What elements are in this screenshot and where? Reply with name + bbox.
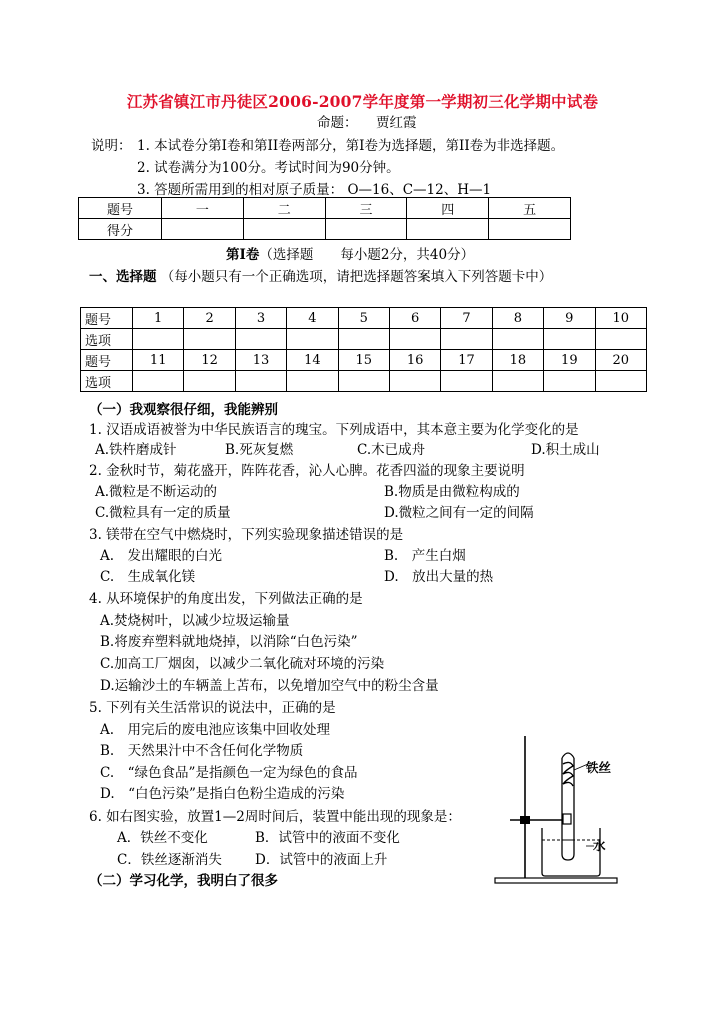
answer-table-number: 7 [441, 308, 492, 329]
answer-table-number: 8 [492, 308, 543, 329]
part1-title: 第I卷 [226, 247, 260, 263]
answer-cell[interactable] [389, 329, 440, 350]
answer-cell[interactable] [338, 371, 389, 392]
answer-cell[interactable] [235, 329, 286, 350]
score-table-cell: 一 [162, 198, 244, 219]
question-option[interactable]: A.焚烧树叶，以减少垃圾运输量 [100, 613, 290, 629]
answer-table-label: 选项 [81, 329, 133, 350]
question-option[interactable]: D.微粒之间有一定的间隔 [384, 505, 534, 521]
question-option[interactable]: A.铁杵磨成针 [95, 442, 177, 458]
question-option[interactable]: D.积土成山 [531, 442, 600, 458]
question-stem: 5. 下列有关生活常识的说法中，正确的是 [89, 700, 336, 716]
answer-table-number: 10 [595, 308, 646, 329]
question-option[interactable]: C.加高工厂烟囱，以减少二氧化硫对环境的污染 [100, 656, 385, 672]
answer-table-number: 17 [441, 350, 492, 371]
answer-table [80, 307, 647, 392]
question-option[interactable]: A. 发出耀眼的白光 [100, 548, 223, 564]
answer-table-number: 2 [184, 308, 235, 329]
instructions-label: 说明： [91, 138, 132, 154]
score-input-cell[interactable] [162, 219, 244, 240]
answer-cell[interactable] [184, 329, 235, 350]
answer-cell[interactable] [133, 371, 184, 392]
answer-table-label: 题号 [81, 308, 133, 329]
figure-label-iron-wire: 铁丝 [586, 760, 612, 775]
instruction-item-3: 3. 答题所需用到的相对原子质量： O—16、C—12、H—1 [137, 182, 492, 198]
answer-cell[interactable] [441, 329, 492, 350]
answer-cell[interactable] [389, 371, 440, 392]
score-input-cell[interactable] [407, 219, 489, 240]
part1-subtitle: （选择题 每小题2分，共40分） [259, 247, 475, 263]
score-table-cell: 二 [243, 198, 325, 219]
question-option[interactable]: A. 用完后的废电池应该集中回收处理 [100, 722, 331, 738]
answer-table-number: 14 [287, 350, 338, 371]
answer-table-number: 11 [133, 350, 184, 371]
instruction-item-1: 1. 本试卷分第I卷和第II卷两部分，第I卷为选择题，第II卷为非选择题。 [137, 138, 565, 154]
answer-table-number: 9 [544, 308, 595, 329]
answer-table-number: 12 [184, 350, 235, 371]
section1-note: （每小题只有一个正确选项，请把选择题答案填入下列答题卡中） [160, 269, 553, 285]
question-option[interactable]: C.木已成舟 [357, 442, 426, 458]
question-option[interactable]: C. “绿色食品”是指颜色一定为绿色的食品 [100, 765, 358, 781]
experiment-figure [490, 728, 620, 888]
question-option[interactable]: A.微粒是不断运动的 [95, 484, 218, 500]
answer-cell[interactable] [544, 329, 595, 350]
score-input-cell[interactable] [243, 219, 325, 240]
answer-table-number: 3 [235, 308, 286, 329]
score-table-cell: 三 [325, 198, 407, 219]
question-option[interactable]: B.物质是由微粒构成的 [384, 484, 520, 500]
answer-cell[interactable] [595, 329, 646, 350]
author-label: 命题： [317, 115, 358, 131]
question-option[interactable]: D. 放出大量的热 [384, 569, 494, 585]
answer-table-label: 选项 [81, 371, 133, 392]
question-option[interactable]: A．铁丝不变化 [117, 830, 208, 846]
question-option[interactable]: D．试管中的液面上升 [255, 852, 388, 868]
question-option[interactable]: B. 天然果汁中不含任何化学物质 [100, 743, 304, 759]
answer-cell[interactable] [544, 371, 595, 392]
figure-label-water: 水 [593, 838, 606, 853]
question-option[interactable]: C．铁丝逐渐消失 [117, 852, 222, 868]
score-table-label: 得分 [79, 219, 162, 240]
score-table-cell: 五 [489, 198, 571, 219]
score-table-header: 题号 [79, 198, 162, 219]
answer-table-number: 6 [389, 308, 440, 329]
section1-title: 一、选择题 [89, 269, 157, 285]
answer-cell[interactable] [287, 371, 338, 392]
score-table [78, 197, 571, 240]
answer-table-number: 5 [338, 308, 389, 329]
page-title: 江苏省镇江市丹徒区2006-2007学年度第一学期初三化学期中试卷 [126, 92, 599, 111]
answer-cell[interactable] [338, 329, 389, 350]
answer-table-label: 题号 [81, 350, 133, 371]
instruction-item-2: 2. 试卷满分为100分。考试时间为90分钟。 [137, 160, 400, 176]
answer-cell[interactable] [492, 329, 543, 350]
answer-cell[interactable] [287, 329, 338, 350]
answer-cell[interactable] [235, 371, 286, 392]
answer-cell[interactable] [492, 371, 543, 392]
answer-cell[interactable] [133, 329, 184, 350]
question-option[interactable]: B.死灰复燃 [225, 442, 294, 458]
answer-table-number: 4 [287, 308, 338, 329]
question-stem: 4. 从环境保护的角度出发，下列做法正确的是 [89, 591, 363, 607]
question-option[interactable]: D.运输沙土的车辆盖上苫布，以免增加空气中的粉尘含量 [100, 678, 439, 694]
question-option[interactable]: C. 生成氧化镁 [100, 569, 196, 585]
question-option[interactable]: B．试管中的液面不变化 [255, 830, 400, 846]
answer-cell[interactable] [595, 371, 646, 392]
answer-table-number: 13 [235, 350, 286, 371]
answer-table-number: 19 [544, 350, 595, 371]
score-input-cell[interactable] [325, 219, 407, 240]
answer-cell[interactable] [441, 371, 492, 392]
question-stem: 3. 镁带在空气中燃烧时，下列实验现象描述错误的是 [89, 527, 404, 543]
question-stem: 1. 汉语成语被誉为中华民族语言的瑰宝。下列成语中，其本意主要为化学变化的是 [89, 422, 579, 438]
question-stem: 6. 如右图实验，放置1—2周时间后，装置中能出现的现象是： [89, 809, 461, 825]
score-table-cell: 四 [407, 198, 489, 219]
answer-table-number: 1 [133, 308, 184, 329]
question-stem: 2. 金秋时节，菊花盛开，阵阵花香，沁人心脾。花香四溢的现象主要说明 [89, 463, 525, 479]
answer-table-number: 18 [492, 350, 543, 371]
question-option[interactable]: C.微粒具有一定的质量 [95, 505, 231, 521]
question-option[interactable]: B.将废弃塑料就地烧掉，以消除“白色污染” [100, 634, 358, 650]
score-input-cell[interactable] [489, 219, 571, 240]
answer-cell[interactable] [184, 371, 235, 392]
answer-table-number: 16 [389, 350, 440, 371]
answer-table-number: 15 [338, 350, 389, 371]
answer-table-number: 20 [595, 350, 646, 371]
subsection-2-title: （二）学习化学，我明白了很多 [89, 873, 278, 889]
subsection-1-title: （一）我观察很仔细，我能辨别 [89, 402, 278, 418]
question-option[interactable]: D. “白色污染”是指白色粉尘造成的污染 [100, 786, 345, 802]
author-name: 贾红霞 [376, 115, 417, 131]
question-option[interactable]: B. 产生白烟 [384, 548, 466, 564]
